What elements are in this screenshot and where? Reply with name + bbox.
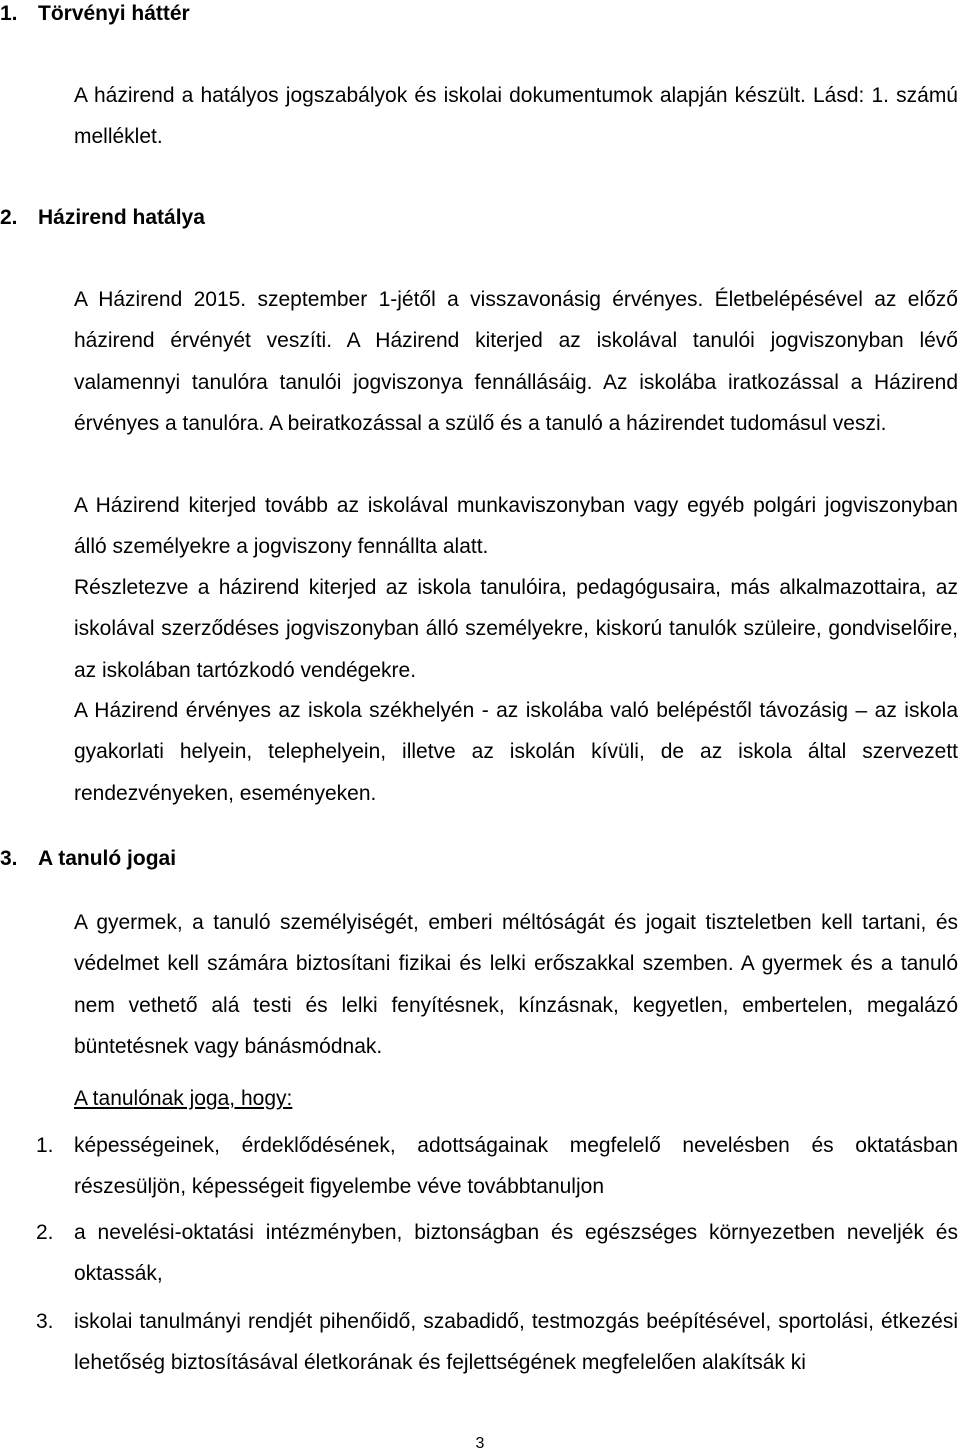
rights-list-text: a nevelési-oktatási intézményben, biztonságban és egészséges környezetben neveljék és oktassák, [74,1221,958,1286]
rights-list-marker: 2. [36,1221,54,1244]
rights-list-marker: 1. [36,1134,54,1157]
section-2-number: 2. [0,206,18,229]
section-3-paragraph: A gyermek, a tanuló személyiségét, emberi méltóságát és jogait tiszteletben kell tartani, és védelmet kell számára biztosítani fizikai és lelki erőszakkal szemben. A gyermek és a tanuló nem vethető alá testi és lelki fenyítésnek, kínzásnak, kegyetlen, embertelen, megalázó büntetésnek vagy bánásmódnak. [74,911,958,1058]
rights-list-marker: 3. [36,1310,54,1333]
section-3-heading [0,846,176,872]
page-number: 3 [475,1435,485,1452]
section-2-paragraph-4: A Házirend érvényes az iskola székhelyén - az iskolába való belépéstől távozásig – az iskola gyakorlati helyein, telephelyein, illetve az iskolán kívüli, de az iskola által szervezett rendezvényeken, eseményeken. [74,699,958,805]
section-2-title: Házirend hatálya [38,206,205,229]
rights-list-text: képességeinek, érdeklődésének, adottságainak megfelelő nevelésben és oktatásban részesüljön, képességeit figyelembe véve továbbtanuljon [74,1134,958,1199]
rights-list-item-2 [36,1212,958,1295]
section-2-paragraph-3: Részletezve a házirend kiterjed az iskola tanulóira, pedagógusaira, más alkalmazottaira, az iskolával szerződéses jogviszonyban álló személyekre, kiskorú tanulók szüleire, gondviselőire, az iskolában tartózkodó vendégekre. [74,576,958,682]
section-2-heading [0,205,205,231]
rights-list-item-1 [36,1125,958,1208]
section-1-heading [0,1,190,27]
rights-list-text: iskolai tanulmányi rendjét pihenőidő, szabadidő, testmozgás beépítésével, sportolási, étkezési lehetőség biztosításával életkorának és fejlettségének megfelelően alakítsák ki [74,1310,958,1375]
section-1-title: Törvényi háttér [38,2,190,25]
section-1-number: 1. [0,2,18,25]
rights-list-item-3 [36,1301,958,1384]
rights-heading: A tanulónak joga, hogy: [74,1087,293,1110]
section-2-paragraph-1: A Házirend 2015. szeptember 1-jétől a visszavonásig érvényes. Életbelépésével az előző házirend érvényét veszíti. A Házirend kiterjed az iskolával tanulói jogviszonyban lévő valamennyi tanulóra tanulói jogviszonya fennállásáig. Az iskolába iratkozással a Házirend érvényes a tanulóra. A beiratkozással a szülő és a tanuló a házirendet tudomásul veszi. [74,288,958,435]
section-3-title: A tanuló jogai [38,847,177,870]
section-1-paragraph: A házirend a hatályos jogszabályok és iskolai dokumentumok alapján készült. Lásd: 1. számú melléklet. [74,84,958,149]
section-2-paragraph-2: A Házirend kiterjed tovább az iskolával munkaviszonyban vagy egyéb polgári jogviszonyban álló személyekre a jogviszony fennállta alatt. [74,494,958,559]
section-3-number: 3. [0,847,18,870]
